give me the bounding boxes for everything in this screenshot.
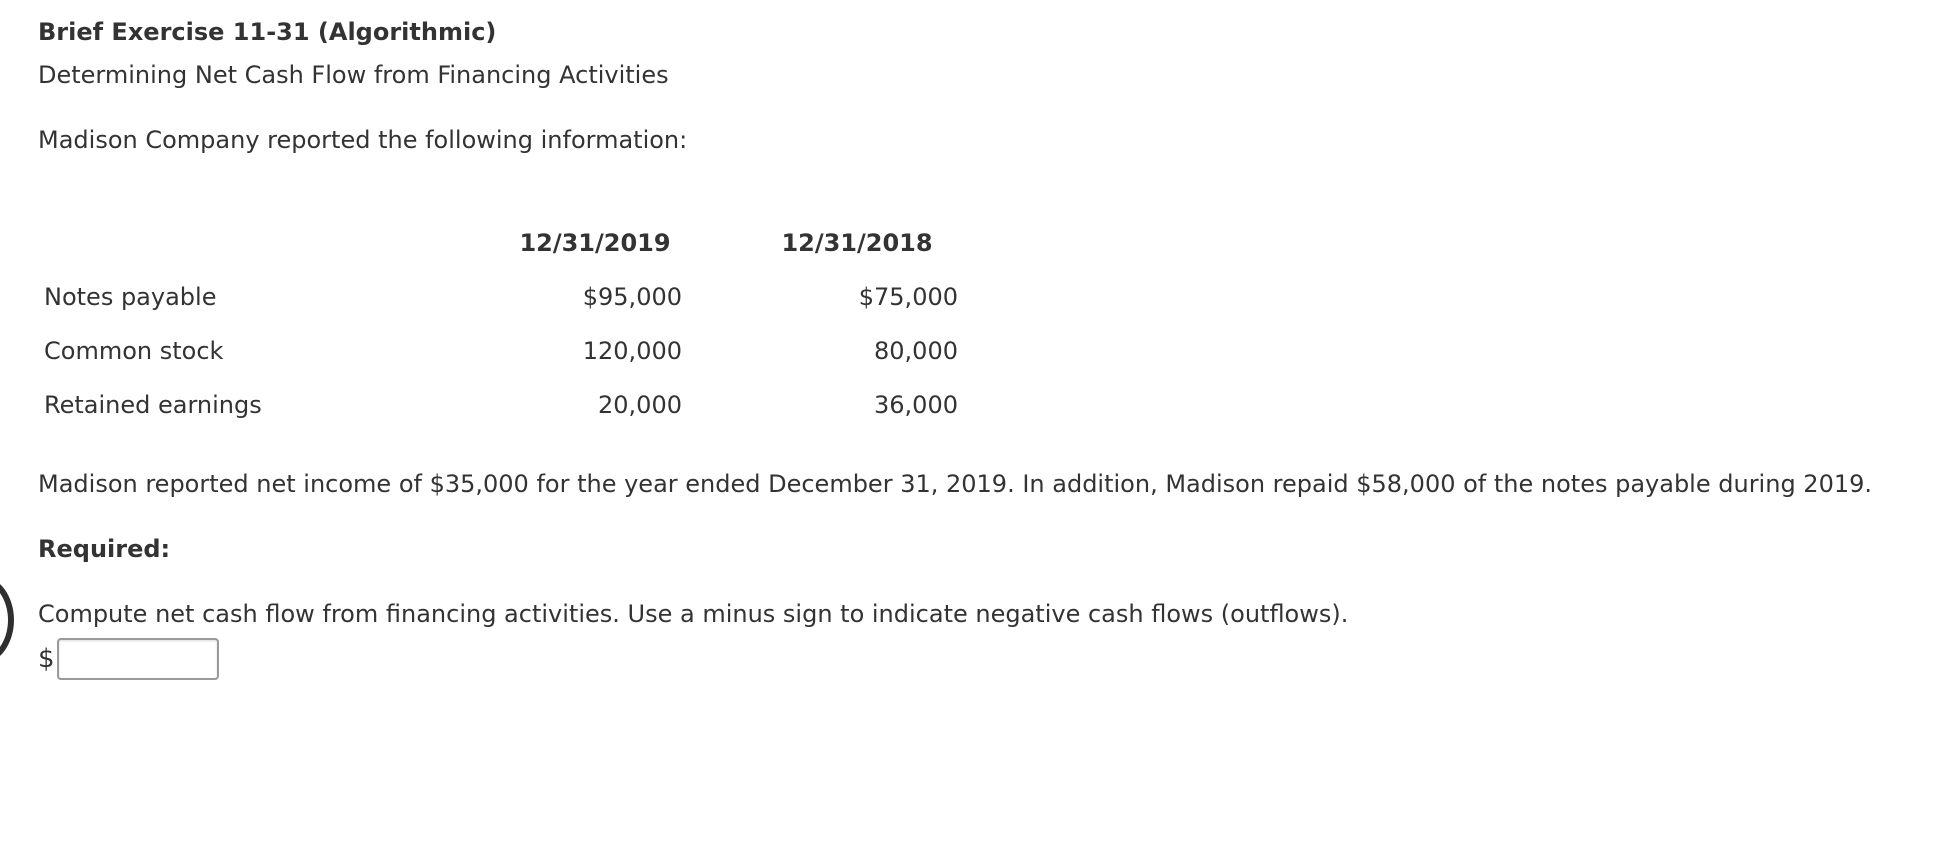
table-header-2018: 12/31/2018 [781, 229, 933, 257]
row-label: Common stock [44, 337, 224, 365]
table-header-label [38, 216, 464, 270]
row-value-2019: 20,000 [598, 391, 682, 419]
net-cash-flow-input[interactable] [57, 638, 219, 680]
exercise-subtitle: Determining Net Cash Flow from Financing Activities [38, 61, 669, 89]
intro-text: Madison Company reported the following information: [38, 126, 688, 154]
balance-table [38, 216, 988, 432]
circle-ring-icon [0, 575, 14, 665]
row-value-2018: $75,000 [858, 283, 958, 311]
currency-symbol: $ [38, 644, 55, 674]
row-value-2019: $95,000 [582, 283, 682, 311]
required-heading: Required: [38, 535, 171, 563]
table-row [38, 324, 988, 378]
row-label: Notes payable [44, 283, 217, 311]
table-header-2019: 12/31/2019 [519, 229, 671, 257]
row-value-2018: 36,000 [874, 391, 958, 419]
exercise-title: Brief Exercise 11-31 (Algorithmic) [38, 18, 497, 46]
table-row [38, 270, 988, 324]
table-header-row [38, 216, 988, 270]
question-text: Compute net cash flow from financing activities. Use a minus sign to indicate negative cash flows (outflows). [38, 600, 1349, 628]
row-value-2018: 80,000 [874, 337, 958, 365]
row-label: Retained earnings [44, 391, 262, 419]
answer-row [38, 636, 219, 682]
row-value-2019: 120,000 [582, 337, 682, 365]
narrative-text: Madison reported net income of $35,000 for the year ended December 31, 2019. In addition, Madison repaid $58,000 of the notes payable during 2019. [38, 470, 1873, 498]
table-row [38, 378, 988, 432]
